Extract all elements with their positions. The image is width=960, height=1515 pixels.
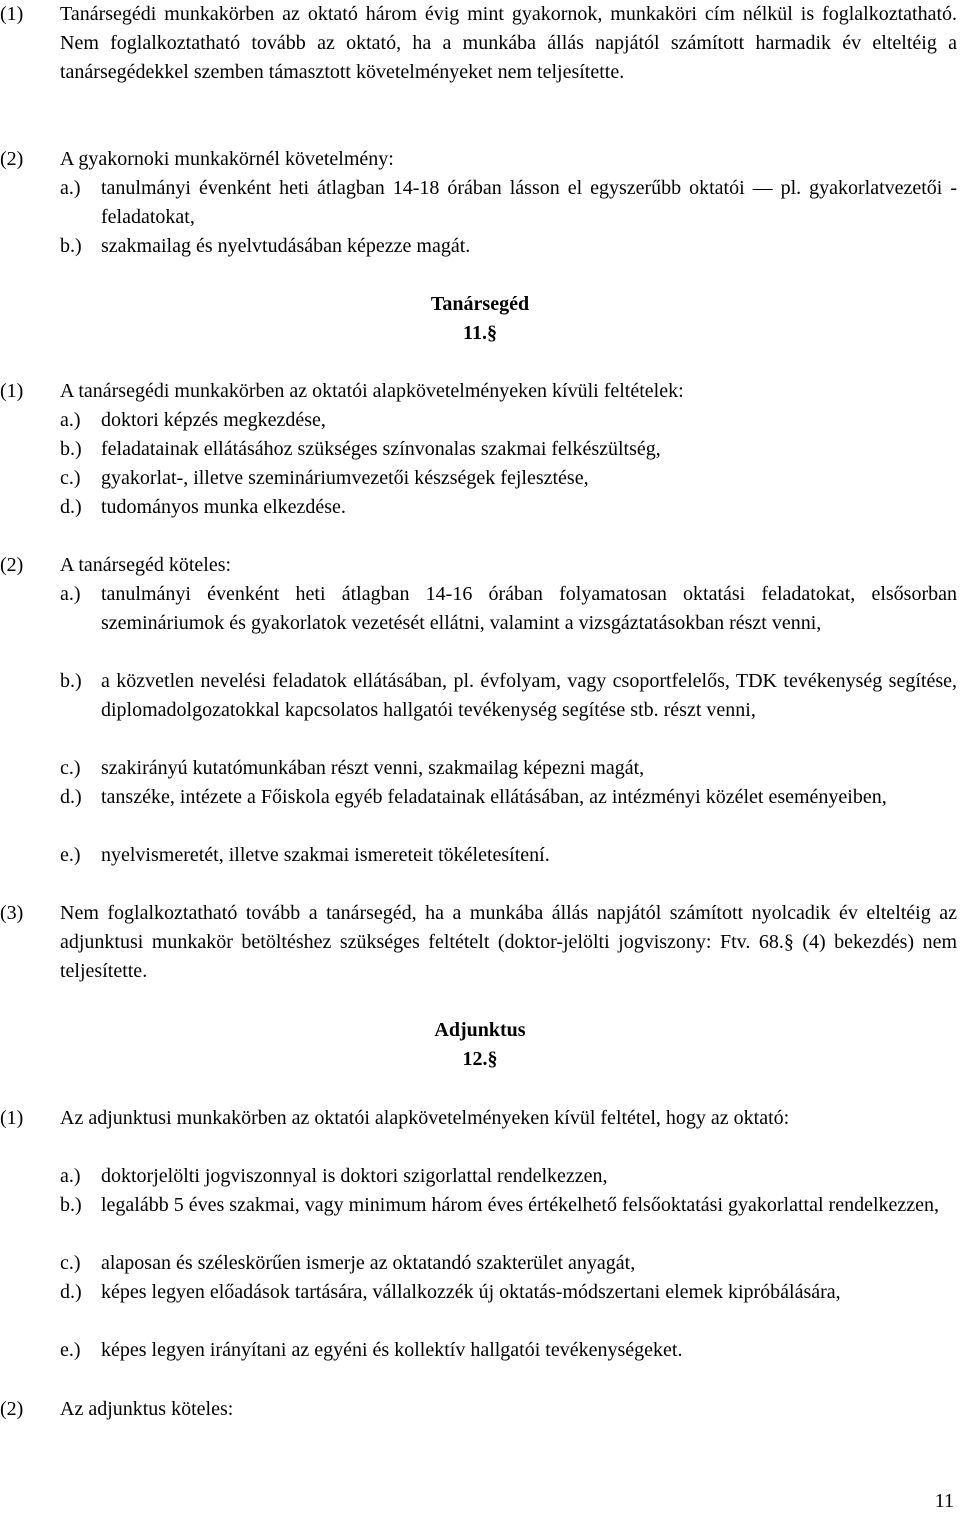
list-item-text: tudományos munka elkezdése. bbox=[101, 496, 346, 518]
list-item-text: képes legyen irányítani az egyéni és kollektív hallgatói tevékenységeket. bbox=[101, 1339, 683, 1361]
list-item-text: tanszéke, intézete a Főiskola egyéb feladatainak ellátásában, az intézményi közélet eseményeiben, bbox=[101, 786, 887, 808]
paragraph-text: A gyakornoki munkakörnél követelmény: bbox=[60, 148, 394, 170]
list-item-label: b.) bbox=[60, 1194, 82, 1216]
paragraph-text: Az adjunktus köteles: bbox=[60, 1398, 234, 1420]
list-item-label: c.) bbox=[60, 467, 81, 489]
list-item-label: d.) bbox=[60, 786, 82, 808]
section-number: 12.§ bbox=[462, 1048, 498, 1070]
list-item-label: b.) bbox=[60, 438, 82, 460]
list-item-text: képes legyen előadások tartására, vállalkozzék új oktatás-módszertani elemek kipróbálására, bbox=[101, 1281, 841, 1303]
section-title: Tanársegéd bbox=[430, 293, 530, 315]
paragraph-number: (2) bbox=[0, 554, 24, 576]
list-item-text: szakirányú kutatómunkában részt venni, szakmailag képezni magát, bbox=[101, 757, 645, 779]
paragraph-text: Az adjunktusi munkakörben az oktatói alapkövetelményeken kívül feltétel, hogy az oktató: bbox=[60, 1107, 790, 1129]
list-item-label: b.) bbox=[60, 670, 82, 692]
list-item-label: e.) bbox=[60, 1339, 81, 1361]
list-item-text: tanulmányi évenként heti átlagban 14-16 órában folyamatosan oktatási feladatokat, elsősorban szemináriumok és gyakorlatok vezetését ellátni, valamint a vizsgáztatásokban részt venni, bbox=[101, 583, 957, 634]
list-item-text: nyelvismeretét, illetve szakmai ismereteit tökéletesítení. bbox=[101, 844, 550, 866]
list-item-label: c.) bbox=[60, 757, 81, 779]
list-item-label: d.) bbox=[60, 1281, 82, 1303]
section-title: Adjunktus bbox=[434, 1019, 526, 1041]
paragraph-text: A tanársegéd köteles: bbox=[60, 554, 232, 576]
paragraph-text: Tanársegédi munkakörben az oktató három évig mint gyakornok, munkaköri cím nélkül is foglalkoztatható. Nem foglalkoztatható tovább az oktató, ha a munkába állás napjától számított harmadik év elteltéig a tanársegédekkel szemben támasztott követelményeket nem teljesítette. bbox=[60, 3, 957, 83]
page-number: 11 bbox=[934, 1490, 954, 1512]
list-item-text: gyakorlat-, illetve szemináriumvezetői készségek fejlesztése, bbox=[101, 467, 589, 489]
section-number: 11.§ bbox=[463, 322, 497, 344]
paragraph-number: (1) bbox=[0, 3, 24, 25]
paragraph-text: Nem foglalkoztatható tovább a tanársegéd, ha a munkába állás napjától számított nyolcadik év elteltéig az adjunktusi munkakör betöltéshez szükséges feltételt (doktor-jelölti jogviszony: Ftv. 68.§ (4) bekezdés) nem teljesítette. bbox=[60, 902, 957, 982]
list-item-text: legalább 5 éves szakmai, vagy minimum három éves értékelhető felsőoktatási gyakorlattal rendelkezzen, bbox=[101, 1194, 940, 1216]
list-item-label: a.) bbox=[60, 409, 81, 431]
list-item-text: doktorjelölti jogviszonnyal is doktori szigorlattal rendelkezzen, bbox=[101, 1165, 608, 1187]
list-item-text: tanulmányi évenként heti átlagban 14-18 órában lásson el egyszerűbb oktatói — pl. gyakorlatvezetői - feladatokat, bbox=[101, 177, 957, 228]
paragraph-number: (3) bbox=[0, 902, 24, 924]
list-item-label: a.) bbox=[60, 177, 81, 199]
list-item-label: a.) bbox=[60, 583, 81, 605]
paragraph-number: (2) bbox=[0, 148, 24, 170]
list-item-label: b.) bbox=[60, 235, 82, 257]
paragraph-number: (2) bbox=[0, 1398, 24, 1420]
list-item-label: e.) bbox=[60, 844, 81, 866]
list-item-label: a.) bbox=[60, 1165, 81, 1187]
paragraph-text: A tanársegédi munkakörben az oktatói alapkövetelményeken kívüli feltételek: bbox=[60, 380, 684, 402]
list-item-text: a közvetlen nevelési feladatok ellátásában, pl. évfolyam, vagy csoportfelelős, TDK tevékenység segítése, diplomadolgozatokkal kapcsolatos hallgatói tevékenység segítése stb. részt venni, bbox=[101, 670, 957, 721]
list-item-label: c.) bbox=[60, 1252, 81, 1274]
list-item-text: szakmailag és nyelvtudásában képezze magát. bbox=[101, 235, 471, 257]
list-item-label: d.) bbox=[60, 496, 82, 518]
list-item-text: alaposan és széleskörűen ismerje az oktatandó szakterület anyagát, bbox=[101, 1252, 636, 1274]
list-item-text: feladatainak ellátásához szükséges színvonalas szakmai felkészültség, bbox=[101, 438, 661, 460]
paragraph-number: (1) bbox=[0, 1107, 24, 1129]
list-item-text: doktori képzés megkezdése, bbox=[101, 409, 326, 431]
paragraph-number: (1) bbox=[0, 380, 24, 402]
